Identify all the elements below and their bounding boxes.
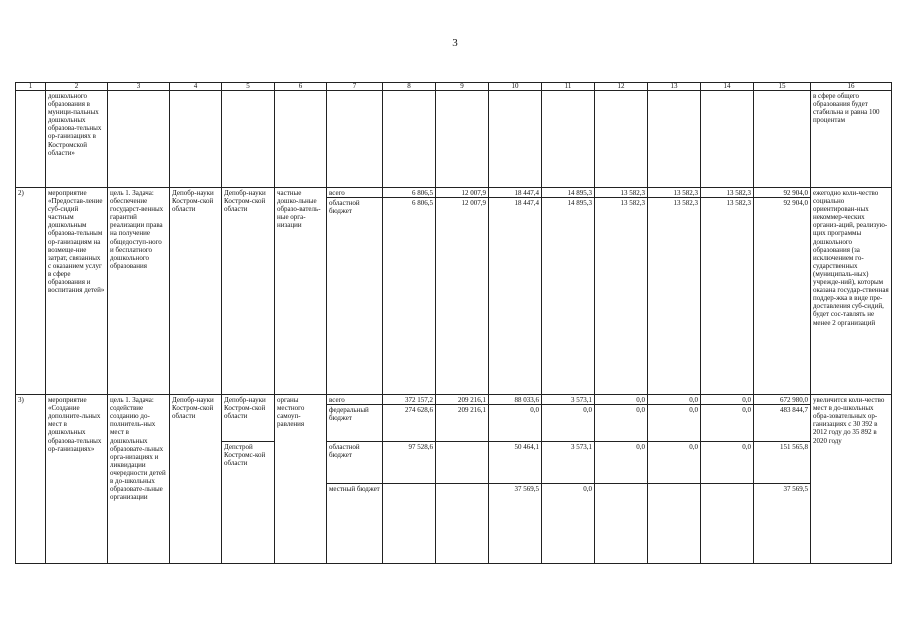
responsible-executor: Депстрой Костромс-кой области: [222, 442, 275, 564]
amount-cell: 0,0: [701, 405, 754, 442]
amount-cell: 92 904,0: [754, 188, 811, 198]
participants: частные дошко-льные образо-ватель-ные орга-низации: [275, 188, 327, 395]
funding-source: всего: [327, 395, 383, 405]
coordinator: Депобр-науки Костром-ской области: [170, 188, 222, 395]
activity-name: мероприятие «Предостав-ление суб-сидий частным дошкольным образова-тельным ор-ганизациям на возмеще-ние затрат, связанных с оказанием услуг в сфере образования и воспитания детей»: [46, 188, 108, 395]
amount-cell: 372 157,2: [383, 395, 436, 405]
amount-cell: 151 565,8: [754, 442, 811, 484]
expected-result: ежегодно коли-чество социально ориентирован-ных некоммер-ческих организ-аций, реализую-щих программы дошкольного образования (за исключением го-сударственных (муниципаль-ных) учрежде-ний), которым оказана государ-ственная поддер-жка в виде пре-доставления суб-сидий, будет сос-тавлять не менее 2 организаций: [811, 188, 892, 395]
amount-cell: 12 007,9: [436, 198, 489, 395]
goal-task: цель 1. Задача: обеспечение государст-венных гарантий реализации права на получение общедоступ-ного и бесплатного дошкольного образования: [108, 188, 170, 395]
amount-cell: 6 806,5: [383, 188, 436, 198]
col-header: 2: [46, 83, 108, 91]
table-row: [16, 188, 892, 198]
amount-cell: 13 582,3: [595, 188, 648, 198]
column-number-row: [16, 83, 892, 91]
funding-source: федеральный бюджет: [327, 405, 383, 442]
funding-source: областной бюджет: [327, 442, 383, 484]
row-number: 2): [16, 188, 46, 395]
amount-cell: 0,0: [648, 405, 701, 442]
activity-name: мероприятие «Создание дополните-льных мест в дошкольных образова-тельных ор-ганизациях»: [46, 395, 108, 564]
row-number: 3): [16, 395, 46, 564]
coordinator: Депобр-науки Костром-ской области: [170, 395, 222, 564]
amount-cell: 6 806,5: [383, 198, 436, 395]
amount-cell: 14 895,3: [542, 188, 595, 198]
col-header: 3: [108, 83, 170, 91]
amount-cell: [383, 484, 436, 564]
amount-cell: 18 447,4: [489, 188, 542, 198]
col-header: 1: [16, 83, 46, 91]
amount-cell: 0,0: [701, 442, 754, 484]
col-header: 8: [383, 83, 436, 91]
amount-cell: 0,0: [489, 405, 542, 442]
amount-cell: 0,0: [648, 442, 701, 484]
col-header: 11: [542, 83, 595, 91]
amount-cell: [648, 484, 701, 564]
participants: органы местного самоуп-равления: [275, 395, 327, 564]
amount-cell: 0,0: [542, 405, 595, 442]
amount-cell: 14 895,3: [542, 198, 595, 395]
table-row: [16, 395, 892, 405]
col-header: 15: [754, 83, 811, 91]
responsible-executor: Депобр-науки Костром-ской области: [222, 188, 275, 395]
amount-cell: 37 569,5: [754, 484, 811, 564]
col-header: 16: [811, 83, 892, 91]
activity-name: дошкольного образования в муници-пальных дошкольных образова-тельных ор-ганизациях в Костромской области»: [46, 91, 108, 188]
col-header: 14: [701, 83, 754, 91]
col-header: 7: [327, 83, 383, 91]
amount-cell: 672 980,0: [754, 395, 811, 405]
amount-cell: 37 569,5: [489, 484, 542, 564]
amount-cell: 3 573,1: [542, 442, 595, 484]
row-number: [16, 91, 46, 188]
col-header: 9: [436, 83, 489, 91]
amount-cell: 0,0: [542, 484, 595, 564]
amount-cell: 50 464,1: [489, 442, 542, 484]
col-header: 6: [275, 83, 327, 91]
funding-source: областной бюджет: [327, 198, 383, 395]
amount-cell: 13 582,3: [648, 188, 701, 198]
col-header: 13: [648, 83, 701, 91]
amount-cell: 13 582,3: [701, 198, 754, 395]
amount-cell: 0,0: [701, 395, 754, 405]
amount-cell: 0,0: [595, 442, 648, 484]
amount-cell: 13 582,3: [595, 198, 648, 395]
col-header: 10: [489, 83, 542, 91]
amount-cell: [436, 484, 489, 564]
amount-cell: 3 573,1: [542, 395, 595, 405]
funding-source: местный бюджет: [327, 484, 383, 564]
amount-cell: 209 216,1: [436, 405, 489, 442]
amount-cell: [701, 484, 754, 564]
amount-cell: 0,0: [648, 395, 701, 405]
program-activities-table: [15, 82, 892, 564]
amount-cell: 97 528,6: [383, 442, 436, 484]
col-header: 5: [222, 83, 275, 91]
amount-cell: 13 582,3: [701, 188, 754, 198]
amount-cell: 12 007,9: [436, 188, 489, 198]
funding-source: всего: [327, 188, 383, 198]
expected-result: увеличится коли-чество мест в до-школьных обра-зовательных ор-ганизациях с 30 392 в 2012 году до 35 892 в 2020 году: [811, 395, 892, 564]
amount-cell: 18 447,4: [489, 198, 542, 395]
table-row: [16, 91, 892, 188]
amount-cell: 0,0: [595, 395, 648, 405]
amount-cell: 88 033,6: [489, 395, 542, 405]
amount-cell: 0,0: [595, 405, 648, 442]
amount-cell: 274 628,6: [383, 405, 436, 442]
page-number: 3: [452, 37, 458, 49]
expected-result: в сфере общего образования будет стабильна и равна 100 процентам: [811, 91, 892, 188]
amount-cell: 92 904,0: [754, 198, 811, 395]
responsible-executor: Депобр-науки Костром-ской области: [222, 395, 275, 442]
amount-cell: 483 844,7: [754, 405, 811, 442]
col-header: 12: [595, 83, 648, 91]
col-header: 4: [170, 83, 222, 91]
amount-cell: [436, 442, 489, 484]
amount-cell: [595, 484, 648, 564]
amount-cell: 209 216,1: [436, 395, 489, 405]
amount-cell: 13 582,3: [648, 198, 701, 395]
goal-task: цель 1. Задача: содействие созданию до-полнитель-ных мест в дошкольных образовате-льных орга-низациях и ликвидации очередности детей в до-школьных образовате-льные организации: [108, 395, 170, 564]
